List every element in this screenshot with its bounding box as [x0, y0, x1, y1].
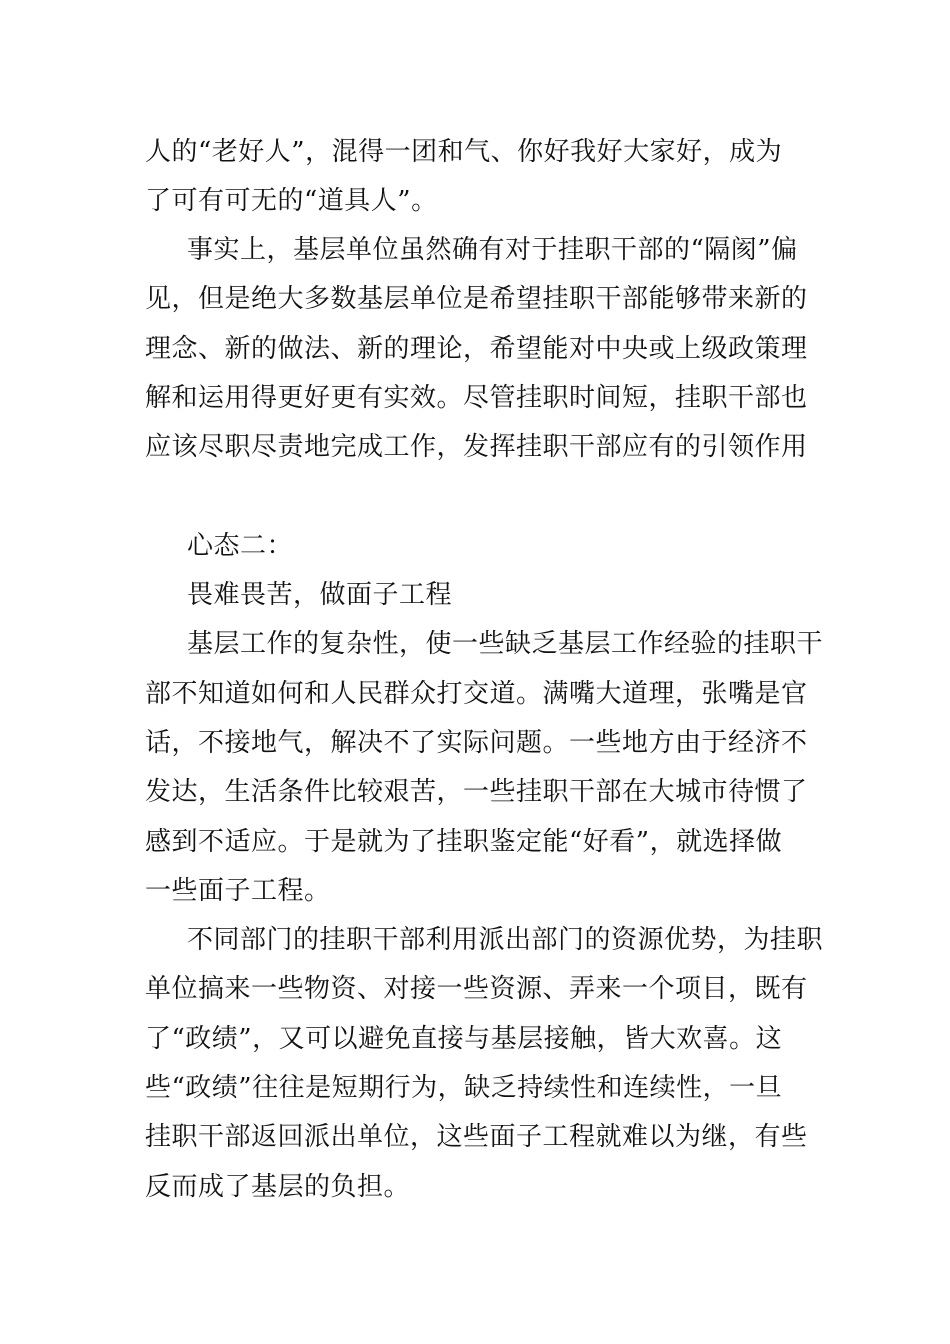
paragraph-line: 了可有可无的“道具人”。 — [145, 186, 438, 216]
paragraph-line: 感到不适应。于是就为了挂职鉴定能“好看”，就选择做 — [145, 827, 783, 857]
paragraph-line: 部不知道如何和人民群众打交道。满嘴大道理，张嘴是官 — [145, 679, 808, 709]
paragraph-line: 人的“老好人”，混得一团和气、你好我好大家好，成为 — [145, 137, 783, 167]
paragraph-line: 基层工作的复杂性，使一些缺乏基层工作经验的挂职干 — [187, 629, 824, 659]
paragraph-line: 不同部门的挂职干部利用派出部门的资源优势，为挂职 — [187, 925, 824, 955]
paragraph-line: 反而成了基层的负担。 — [145, 1172, 411, 1202]
paragraph-line: 些“政绩”往往是短期行为，缺乏持续性和连续性，一旦 — [145, 1073, 783, 1103]
paragraph-line: 一些面子工程。 — [145, 876, 331, 906]
paragraph-line: 话，不接地气，解决不了实际问题。一些地方由于经济不 — [145, 728, 808, 758]
paragraph-line: 事实上，基层单位虽然确有对于挂职干部的“隔阂”偏 — [187, 235, 798, 265]
paragraph-line: 单位搞来一些物资、对接一些资源、弄来一个项目，既有 — [145, 974, 808, 1004]
paragraph-line: 挂职干部返回派出单位，这些面子工程就难以为继，有些 — [145, 1122, 808, 1152]
paragraph-line: 应该尽职尽责地完成工作，发挥挂职干部应有的引领作用 — [145, 432, 808, 462]
section-subheading: 畏难畏苦，做面子工程 — [187, 580, 453, 610]
paragraph-line: 见，但是绝大多数基层单位是希望挂职干部能够带来新的 — [145, 284, 808, 314]
paragraph-line: 理念、新的做法、新的理论，希望能对中央或上级政策理 — [145, 334, 808, 364]
paragraph-line: 了“政绩”，又可以避免直接与基层接触，皆大欢喜。这 — [145, 1024, 783, 1054]
section-heading: 心态二： — [187, 531, 294, 561]
paragraph-line: 发达，生活条件比较艰苦，一些挂职干部在大城市待惯了 — [145, 777, 808, 807]
paragraph-line: 解和运用得更好更有实效。尽管挂职时间短，挂职干部也 — [145, 383, 808, 413]
